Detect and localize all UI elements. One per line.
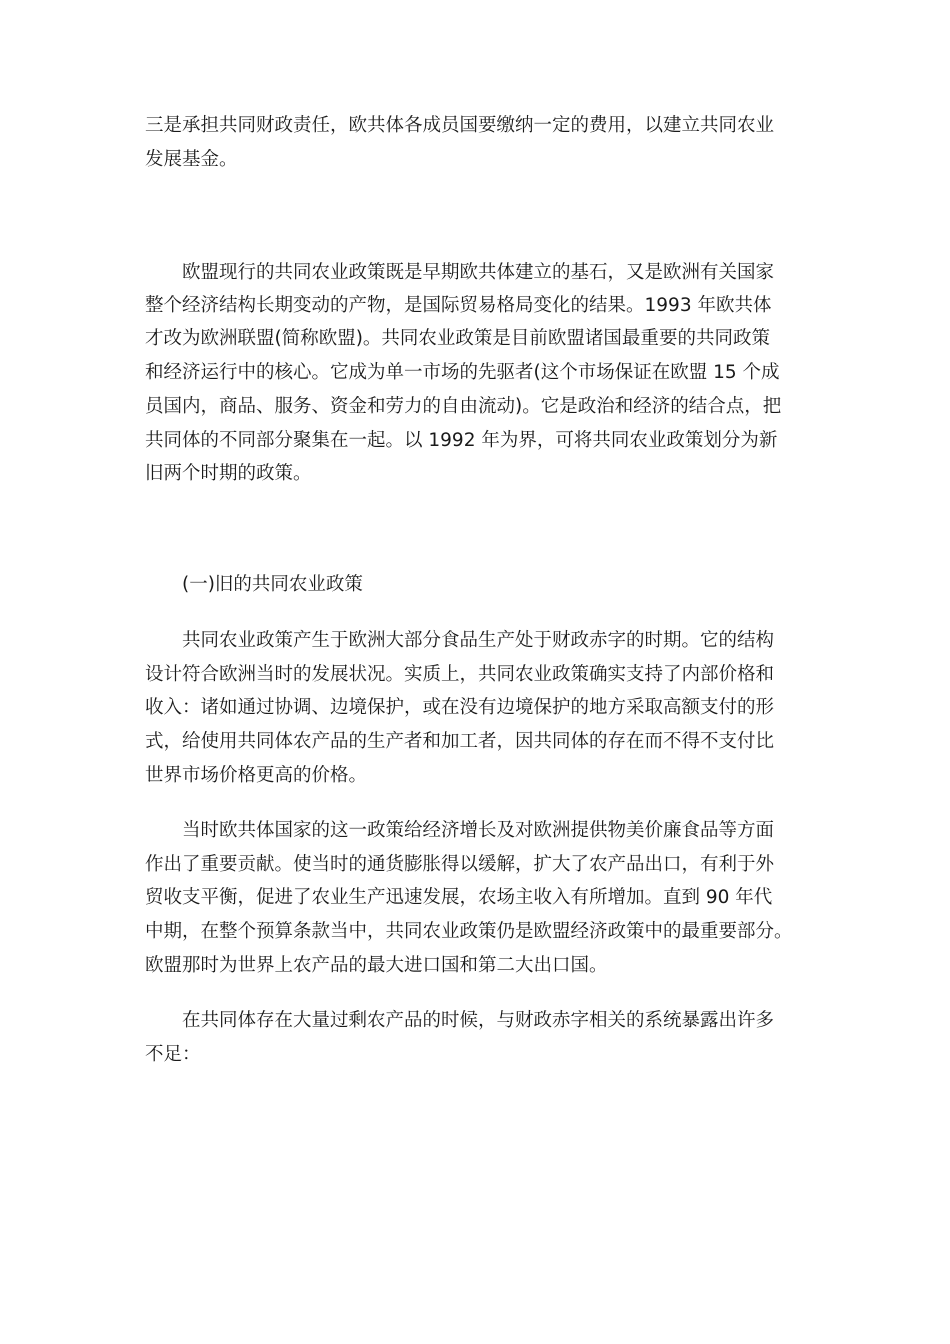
text-line: 共同农业政策产生于欧洲大部分食品生产处于财政赤字的时期。它的结构 — [182, 630, 775, 651]
text-line: 欧盟现行的共同农业政策既是早期欧共体建立的基石，又是欧洲有关国家 — [182, 262, 775, 283]
text-line: 共同体的不同部分聚集在一起。以 1992 年为界，可将共同农业政策划分为新 — [145, 430, 778, 451]
text-line: 贸收支平衡，促进了农业生产迅速发展，农场主收入有所增加。直到 90 年代 — [145, 887, 773, 908]
text-line: 收入：诸如通过协调、边境保护，或在没有边境保护的地方采取高额支付的形 — [145, 697, 775, 718]
text-line: 三是承担共同财政责任，欧共体各成员国要缴纳一定的费用，以建立共同农业 — [145, 115, 775, 136]
text-line: 员国内，商品、服务、资金和劳力的自由流动)。它是政治和经济的结合点，把 — [145, 396, 782, 417]
text-line: 在共同体存在大量过剩农产品的时候，与财政赤字相关的系统暴露出许多 — [182, 1010, 775, 1031]
text-line: 设计符合欧洲当时的发展状况。实质上，共同农业政策确实支持了内部价格和 — [145, 664, 775, 685]
text-line: 欧盟那时为世界上农产品的最大进口国和第二大出口国。 — [145, 955, 608, 976]
section-heading: (一)旧的共同农业政策 — [182, 574, 363, 595]
text-line: 世界市场价格更高的价格。 — [145, 765, 368, 786]
text-line: 才改为欧洲联盟(简称欧盟)。共同农业政策是目前欧盟诸国最重要的共同政策 — [145, 328, 770, 349]
text-line: 旧两个时期的政策。 — [145, 463, 312, 484]
text-line: 整个经济结构长期变动的产物，是国际贸易格局变化的结果。1993 年欧共体 — [145, 295, 772, 316]
text-line: 和经济运行中的核心。它成为单一市场的先驱者(这个市场保证在欧盟 15 个成 — [145, 362, 780, 383]
text-line: 式，给使用共同体农产品的生产者和加工者，因共同体的存在而不得不支付比 — [145, 731, 775, 752]
text-line: 发展基金。 — [145, 149, 238, 170]
text-line: 当时欧共体国家的这一政策给经济增长及对欧洲提供物美价廉食品等方面 — [182, 820, 775, 841]
text-line: 中期，在整个预算条款当中，共同农业政策仍是欧盟经济政策中的最重要部分。 — [145, 921, 793, 942]
text-line: 作出了重要贡献。使当时的通货膨胀得以缓解，扩大了农产品出口，有利于外 — [145, 854, 775, 875]
text-line: 不足： — [145, 1044, 201, 1065]
